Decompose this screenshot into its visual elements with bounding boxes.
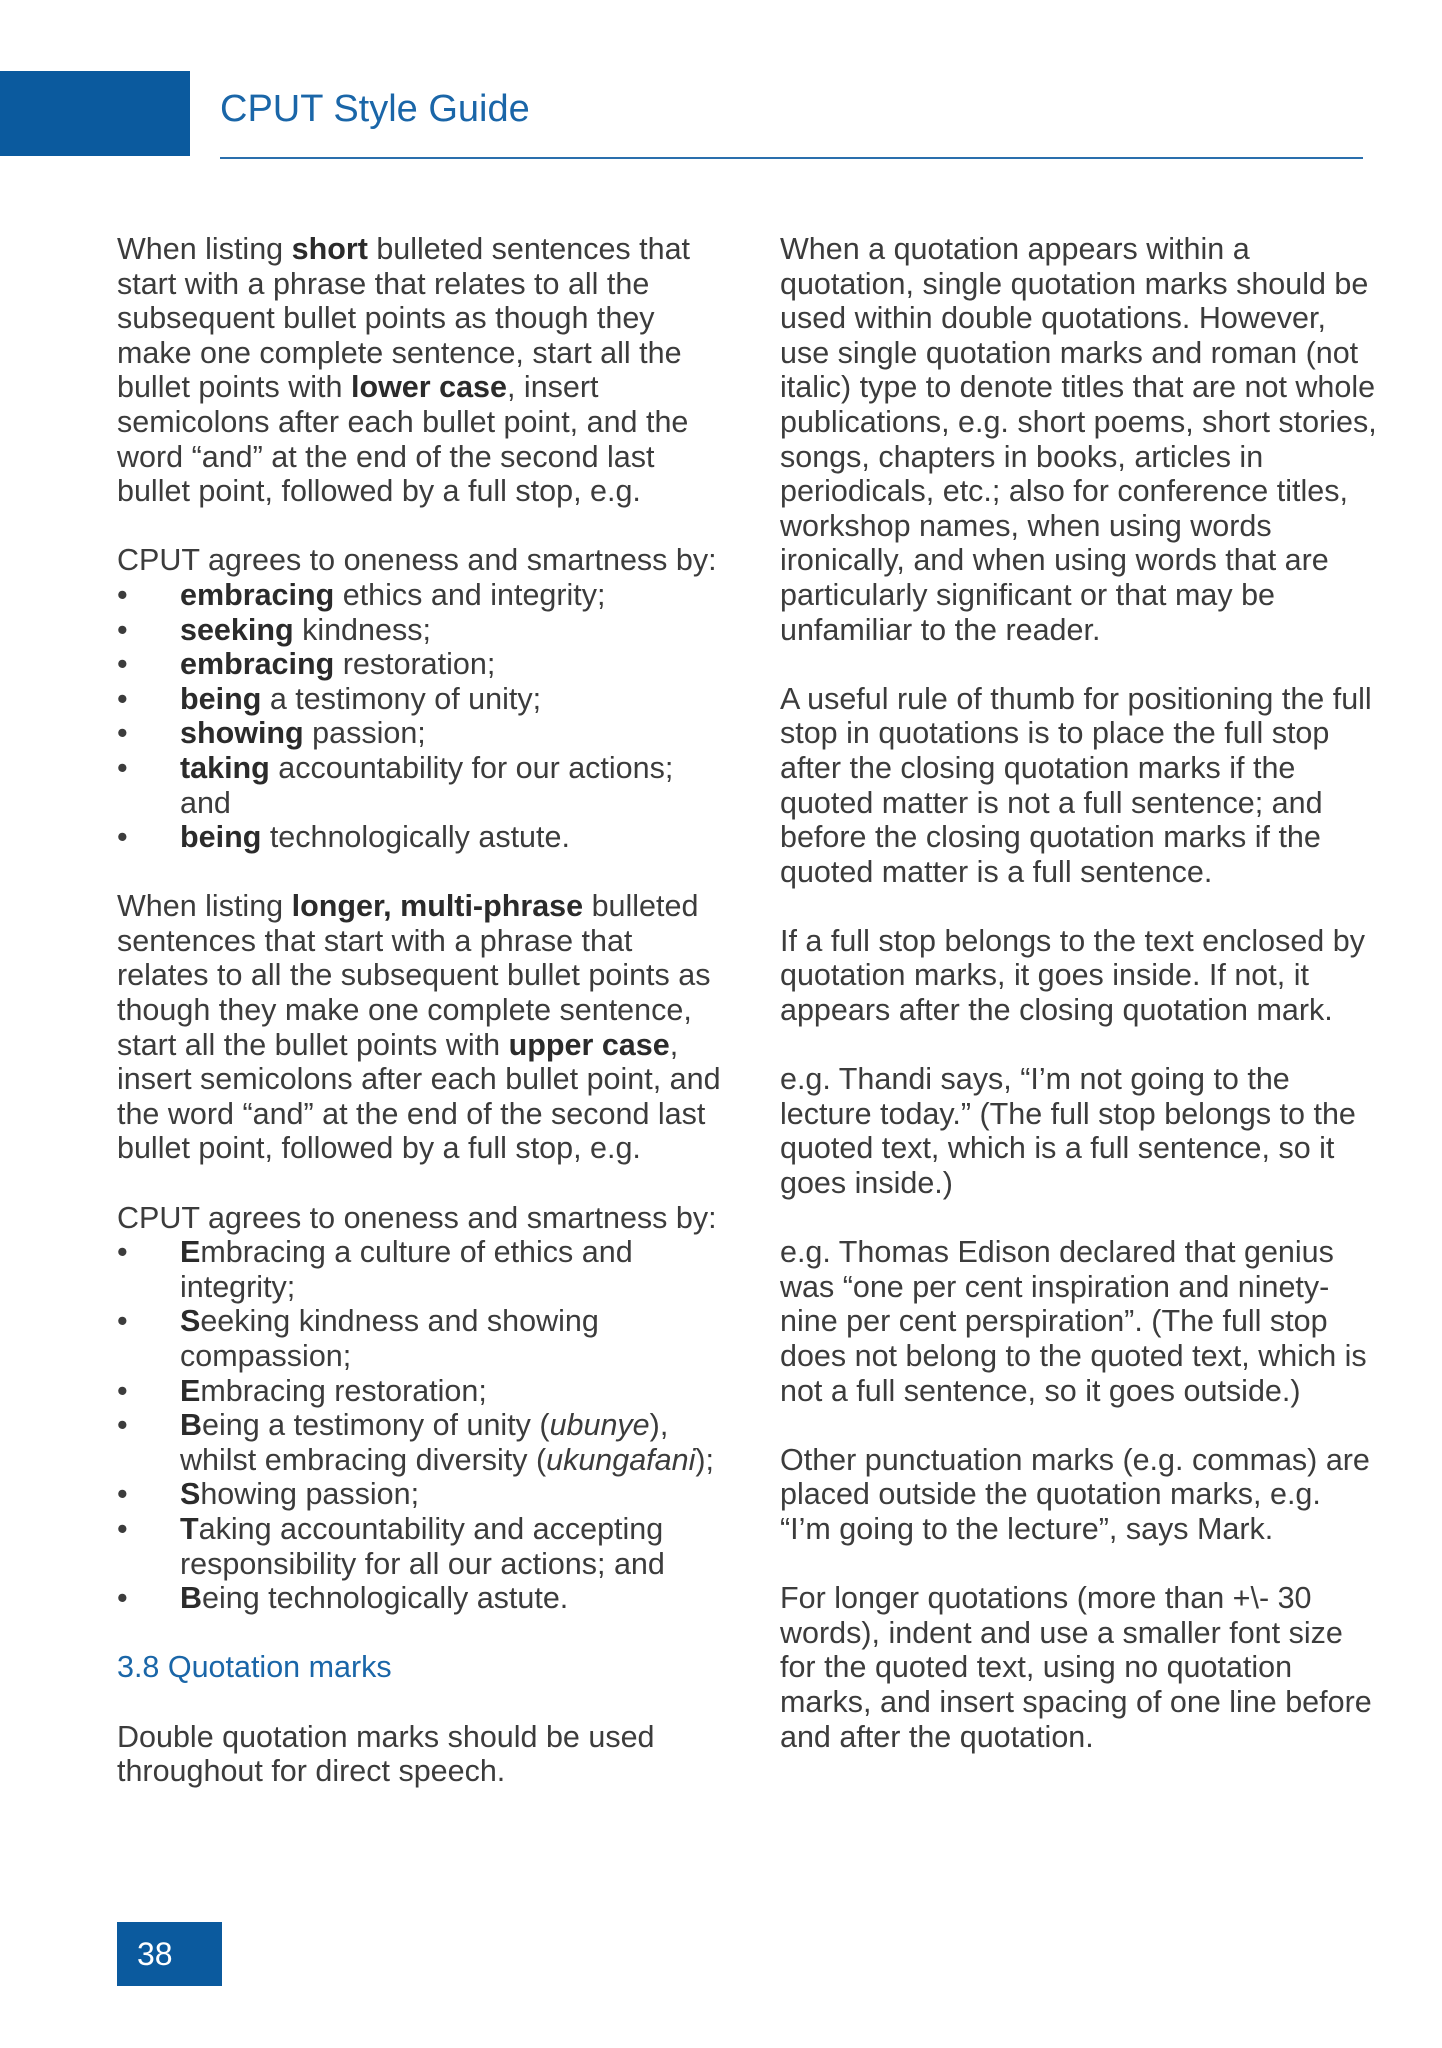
bold-text: E (180, 1373, 201, 1408)
text-run: aking accountability and accepting responsibility for all our actions; and (180, 1511, 665, 1581)
bullet-icon: • (117, 716, 128, 751)
bold-text: short (291, 232, 368, 266)
paragraph: Other punctuation marks (e.g. commas) are placed outside the quotation marks, e.g. “I’m going to the lecture”, says Mark. (780, 1442, 1370, 1546)
bold-text: B (180, 1408, 203, 1443)
page-number: 38 (117, 1922, 222, 1986)
text-run: eing technologically astute. (202, 1581, 569, 1616)
bullet-icon: • (117, 1373, 128, 1408)
bullet-icon: • (117, 1304, 128, 1339)
italic-text: ukungafani (546, 1442, 696, 1477)
bold-text: E (180, 1235, 201, 1270)
paragraph: If a full stop belongs to the text enclosed by quotation marks, it goes inside. If not, it appears after the closing quotation mark. (780, 923, 1365, 1028)
header-color-block (0, 71, 190, 156)
text-run: bulleted sentences that start with a phrase that relates to all the subsequent bullet points as though they make one complete sentence, start all the bullet points with (117, 889, 711, 1062)
bullet-icon: • (117, 1408, 128, 1443)
text-run: restoration; (334, 647, 496, 682)
text-run: ), whilst embracing diversity ( (180, 1408, 669, 1477)
bullet-icon: • (117, 1581, 128, 1616)
text-run: mbracing restoration; (200, 1373, 487, 1408)
list-item (117, 1408, 729, 1477)
bullet-icon: • (117, 681, 128, 716)
bold-text: being (180, 820, 262, 855)
list-item (117, 647, 729, 682)
list-lead-2: CPUT agrees to oneness and smartness by: (117, 1200, 717, 1235)
list-item (117, 1477, 729, 1512)
italic-text: ubunye (549, 1408, 650, 1443)
text-run: a testimony of unity; (261, 681, 542, 716)
list-item (117, 820, 729, 855)
bold-text: embracing (180, 647, 335, 682)
text-run: mbracing a culture of ethics and integrity; (180, 1235, 633, 1304)
bullet-list-upper-case (117, 1235, 729, 1616)
right-column (780, 232, 1380, 1789)
bold-text: B (180, 1581, 203, 1616)
left-column (117, 232, 729, 1823)
bold-text: being (180, 681, 262, 716)
bold-text: upper case (508, 1027, 670, 1062)
paragraph-short-bullets (117, 232, 729, 509)
text-run: , insert semicolons after each bullet point, and the word “and” at the end of the second last bullet point, followed by a full stop, e.g. (117, 1027, 721, 1166)
text-run: technologically astute. (261, 820, 570, 855)
text-run: , insert semicolons after each bullet point, and the word “and” at the end of the second last bullet point, followed by a full stop, e.g. (117, 370, 689, 509)
bold-text: seeking (180, 612, 294, 647)
list-item (117, 716, 729, 751)
bold-text: embracing (180, 577, 335, 612)
text-run: eeking kindness and showing compassion; (180, 1304, 599, 1373)
text-run: When listing (117, 232, 292, 266)
paragraph: e.g. Thomas Edison declared that genius was “one per cent inspiration and ninety-nine per cent perspiration”. (The full stop does not belong to the quoted text, which is not a full sentence, so it goes outside.) (780, 1235, 1367, 1408)
bold-text: S (180, 1477, 201, 1512)
list-item (117, 1304, 729, 1373)
text-run: accountability for our actions; and (180, 750, 674, 820)
list-lead-1: CPUT agrees to oneness and smartness by: (117, 543, 717, 578)
paragraph-direct-speech: Double quotation marks should be used throughout for direct speech. (117, 1719, 655, 1789)
bold-text: showing (180, 716, 304, 751)
list-item (117, 1235, 729, 1304)
bold-text: lower case (350, 370, 507, 405)
paragraph: When a quotation appears within a quotation, single quotation marks should be used within double quotations. However, use single quotation marks and roman (not italic) type to denote titles that are not whole publications, e.g. short poems, short stories, songs, chapters in books, articles in periodicals, etc.; also for conference titles, workshop names, when using words ironically, and when using words that are particularly significant or that may be unfamiliar to the reader. (780, 232, 1377, 647)
header-divider (220, 157, 1363, 159)
page-title: CPUT Style Guide (220, 88, 530, 130)
bullet-icon: • (117, 1477, 128, 1512)
bullet-icon: • (117, 1235, 128, 1270)
list-item (117, 613, 729, 648)
text-run: eing a testimony of unity ( (202, 1408, 550, 1443)
bullet-icon: • (117, 577, 128, 612)
bold-text: S (180, 1304, 201, 1339)
paragraph: A useful rule of thumb for positioning the full stop in quotations is to place the full stop after the closing quotation marks if the quoted matter is not a full sentence; and before the closing quotation marks if the quoted matter is a full sentence. (780, 681, 1372, 889)
text-run: ); (695, 1442, 714, 1477)
list-item (117, 1374, 729, 1409)
bold-text: longer, multi-phrase (291, 889, 584, 924)
bullet-icon: • (117, 1511, 128, 1546)
text-run: When listing (117, 889, 292, 924)
section-heading: 3.8 Quotation marks (117, 1650, 392, 1685)
list-item (117, 578, 729, 613)
text-run: passion; (303, 716, 426, 751)
paragraph-long-bullets (117, 889, 729, 1166)
list-item (117, 751, 729, 820)
bullet-list-lower-case (117, 578, 729, 855)
bullet-icon: • (117, 647, 128, 682)
paragraph: For longer quotations (more than +\- 30 words), indent and use a smaller font size for the quoted text, using no quotation marks, and insert spacing of one line before and after the quotation. (780, 1581, 1372, 1754)
bold-text: taking (180, 750, 270, 785)
text-run: kindness; (293, 612, 431, 647)
text-run: bulleted sentences that start with a phrase that relates to all the subsequent bullet points as though they make one complete sentence, start all the bullet points with (117, 232, 691, 405)
paragraph: e.g. Thandi says, “I’m not going to the lecture today.” (The full stop belongs to the quoted text, which is a full sentence, so it goes inside.) (780, 1062, 1356, 1201)
text-run: howing passion; (200, 1477, 420, 1512)
bullet-icon: • (117, 820, 128, 855)
bullet-icon: • (117, 750, 128, 785)
list-item (117, 1512, 729, 1581)
list-item (117, 682, 729, 717)
bullet-icon: • (117, 612, 128, 647)
list-item (117, 1581, 729, 1616)
bold-text: T (180, 1511, 199, 1546)
text-run: ethics and integrity; (334, 577, 606, 612)
